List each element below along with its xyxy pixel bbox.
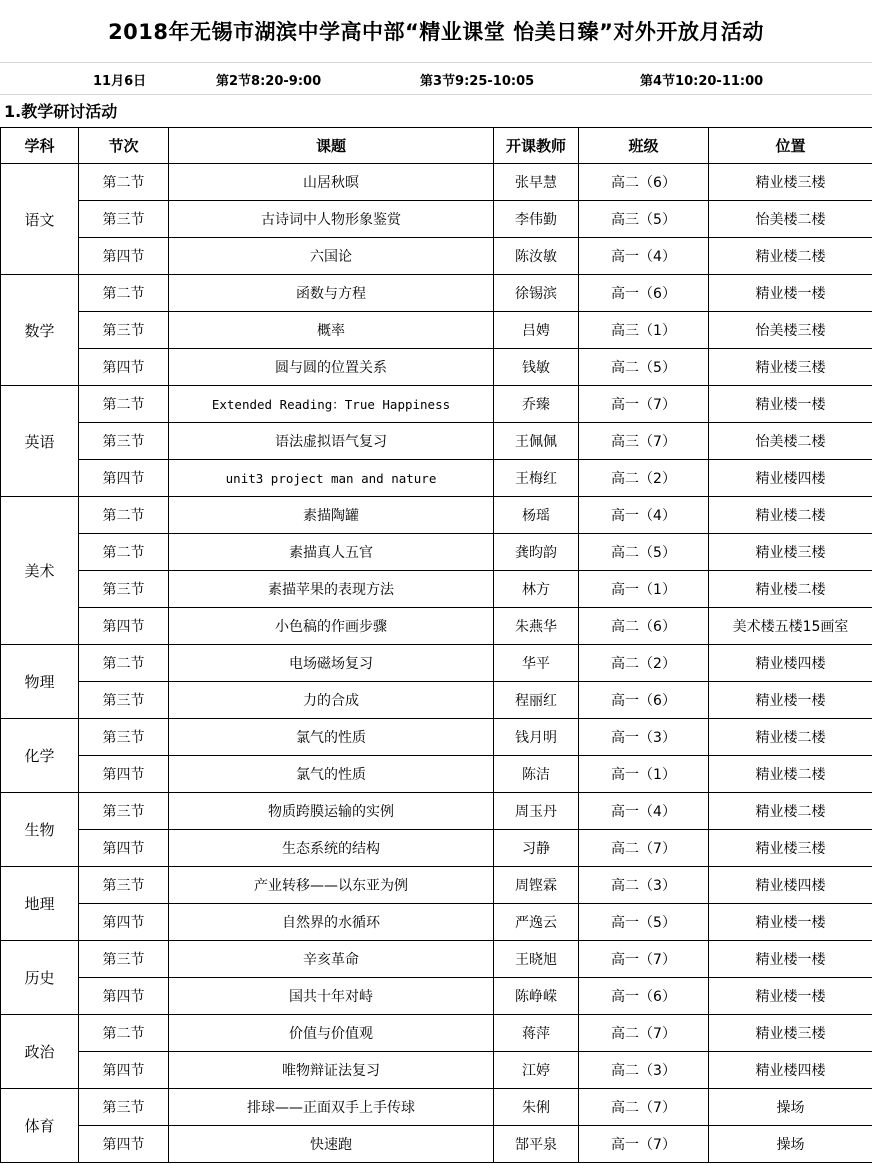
class-cell: 高二（6）: [579, 164, 709, 201]
location-cell: 怡美楼三楼: [709, 312, 872, 349]
class-cell: 高二（6）: [579, 608, 709, 645]
location-cell: 怡美楼二楼: [709, 423, 872, 460]
schedule-period-4: 第4节10:20-11:00: [640, 74, 764, 89]
header-location: 位置: [709, 128, 872, 164]
topic-cell: 辛亥革命: [169, 941, 494, 978]
period-cell: 第二节: [79, 275, 169, 312]
teacher-cell: 王梅红: [494, 460, 579, 497]
location-cell: 精业楼四楼: [709, 1052, 872, 1089]
period-cell: 第二节: [79, 1015, 169, 1052]
table-row: [1, 1089, 872, 1126]
subject-cell: 美术: [1, 497, 79, 645]
class-cell: 高一（1）: [579, 756, 709, 793]
teacher-cell: 周铿霖: [494, 867, 579, 904]
class-cell: 高一（7）: [579, 1126, 709, 1163]
schedule-bar: [0, 62, 872, 95]
period-cell: 第四节: [79, 756, 169, 793]
topic-cell: 古诗词中人物形象鉴赏: [169, 201, 494, 238]
location-cell: 精业楼一楼: [709, 941, 872, 978]
period-cell: 第三节: [79, 571, 169, 608]
class-cell: 高二（3）: [579, 867, 709, 904]
header-class: 班级: [579, 128, 709, 164]
class-cell: 高一（4）: [579, 793, 709, 830]
teacher-cell: 张早慧: [494, 164, 579, 201]
teacher-cell: 陈洁: [494, 756, 579, 793]
class-cell: 高一（7）: [579, 386, 709, 423]
header-teacher: 开课教师: [494, 128, 579, 164]
table-row: [1, 571, 872, 608]
class-cell: 高一（4）: [579, 497, 709, 534]
table-row: [1, 830, 872, 867]
teacher-cell: 朱燕华: [494, 608, 579, 645]
topic-cell: 素描真人五官: [169, 534, 494, 571]
teacher-cell: 吕娉: [494, 312, 579, 349]
teacher-cell: 王佩佩: [494, 423, 579, 460]
location-cell: 精业楼一楼: [709, 904, 872, 941]
header-topic: 课题: [169, 128, 494, 164]
activity-table: [0, 127, 872, 1163]
location-cell: 精业楼四楼: [709, 460, 872, 497]
period-cell: 第四节: [79, 608, 169, 645]
table-row: [1, 460, 872, 497]
class-cell: 高二（7）: [579, 830, 709, 867]
location-cell: 精业楼二楼: [709, 719, 872, 756]
table-row: [1, 312, 872, 349]
topic-cell: 物质跨膜运输的实例: [169, 793, 494, 830]
topic-cell: 概率: [169, 312, 494, 349]
location-cell: 精业楼二楼: [709, 793, 872, 830]
period-cell: 第四节: [79, 1126, 169, 1163]
table-row: [1, 201, 872, 238]
table-row: [1, 534, 872, 571]
class-cell: 高二（5）: [579, 534, 709, 571]
table-header-row: [1, 128, 872, 164]
table-row: [1, 608, 872, 645]
period-cell: 第三节: [79, 201, 169, 238]
table-row: [1, 682, 872, 719]
class-cell: 高一（5）: [579, 904, 709, 941]
table-row: [1, 645, 872, 682]
location-cell: 怡美楼二楼: [709, 201, 872, 238]
topic-cell: 生态系统的结构: [169, 830, 494, 867]
class-cell: 高一（1）: [579, 571, 709, 608]
class-cell: 高一（6）: [579, 978, 709, 1015]
topic-cell: 氯气的性质: [169, 719, 494, 756]
topic-cell: 山居秋暝: [169, 164, 494, 201]
topic-cell: 语法虚拟语气复习: [169, 423, 494, 460]
class-cell: 高一（7）: [579, 941, 709, 978]
teacher-cell: 江婷: [494, 1052, 579, 1089]
teacher-cell: 周玉丹: [494, 793, 579, 830]
period-cell: 第二节: [79, 164, 169, 201]
class-cell: 高二（2）: [579, 645, 709, 682]
teacher-cell: 陈汝敏: [494, 238, 579, 275]
topic-cell: 小色稿的作画步骤: [169, 608, 494, 645]
table-row: [1, 941, 872, 978]
table-row: [1, 1015, 872, 1052]
location-cell: 精业楼一楼: [709, 275, 872, 312]
class-cell: 高三（7）: [579, 423, 709, 460]
section-title: 1.教学研讨活动: [4, 102, 118, 121]
table-row: [1, 349, 872, 386]
period-cell: 第三节: [79, 941, 169, 978]
teacher-cell: 郜平泉: [494, 1126, 579, 1163]
subject-cell: 语文: [1, 164, 79, 275]
topic-cell: 电场磁场复习: [169, 645, 494, 682]
period-cell: 第二节: [79, 497, 169, 534]
period-cell: 第二节: [79, 534, 169, 571]
header-subject: 学科: [1, 128, 79, 164]
period-cell: 第四节: [79, 830, 169, 867]
class-cell: 高一（4）: [579, 238, 709, 275]
class-cell: 高三（1）: [579, 312, 709, 349]
teacher-cell: 钱月明: [494, 719, 579, 756]
teacher-cell: 龚昀韵: [494, 534, 579, 571]
teacher-cell: 王晓旭: [494, 941, 579, 978]
location-cell: 精业楼三楼: [709, 164, 872, 201]
header-period: 节次: [79, 128, 169, 164]
topic-cell: 函数与方程: [169, 275, 494, 312]
topic-cell: 六国论: [169, 238, 494, 275]
period-cell: 第四节: [79, 349, 169, 386]
subject-cell: 地理: [1, 867, 79, 941]
teacher-cell: 钱敏: [494, 349, 579, 386]
table-row: [1, 164, 872, 201]
topic-cell: 氯气的性质: [169, 756, 494, 793]
period-cell: 第三节: [79, 1089, 169, 1126]
topic-cell: 快速跑: [169, 1126, 494, 1163]
topic-cell: 素描苹果的表现方法: [169, 571, 494, 608]
location-cell: 精业楼四楼: [709, 645, 872, 682]
location-cell: 精业楼三楼: [709, 349, 872, 386]
table-row: [1, 1052, 872, 1089]
table-row: [1, 497, 872, 534]
table-row: [1, 756, 872, 793]
period-cell: 第三节: [79, 793, 169, 830]
location-cell: 精业楼二楼: [709, 238, 872, 275]
teacher-cell: 李伟勤: [494, 201, 579, 238]
table-row: [1, 793, 872, 830]
topic-cell: 唯物辩证法复习: [169, 1052, 494, 1089]
topic-cell: 自然界的水循环: [169, 904, 494, 941]
class-cell: 高二（3）: [579, 1052, 709, 1089]
table-row: [1, 238, 872, 275]
class-cell: 高一（3）: [579, 719, 709, 756]
table-row: [1, 1126, 872, 1163]
location-cell: 精业楼三楼: [709, 534, 872, 571]
topic-cell: 价值与价值观: [169, 1015, 494, 1052]
period-cell: 第二节: [79, 386, 169, 423]
schedule-period-2: 第2节8:20-9:00: [216, 74, 322, 89]
table-row: [1, 386, 872, 423]
subject-cell: 物理: [1, 645, 79, 719]
subject-cell: 数学: [1, 275, 79, 386]
class-cell: 高二（7）: [579, 1089, 709, 1126]
period-cell: 第三节: [79, 719, 169, 756]
teacher-cell: 乔臻: [494, 386, 579, 423]
topic-cell: 力的合成: [169, 682, 494, 719]
location-cell: 精业楼四楼: [709, 867, 872, 904]
teacher-cell: 程丽红: [494, 682, 579, 719]
teacher-cell: 习静: [494, 830, 579, 867]
topic-cell: 圆与圆的位置关系: [169, 349, 494, 386]
subject-cell: 化学: [1, 719, 79, 793]
location-cell: 精业楼一楼: [709, 386, 872, 423]
class-cell: 高一（6）: [579, 275, 709, 312]
teacher-cell: 徐锡滨: [494, 275, 579, 312]
location-cell: 精业楼二楼: [709, 497, 872, 534]
location-cell: 操场: [709, 1089, 872, 1126]
class-cell: 高一（6）: [579, 682, 709, 719]
location-cell: 精业楼三楼: [709, 830, 872, 867]
subject-cell: 历史: [1, 941, 79, 1015]
location-cell: 美术楼五楼15画室: [709, 608, 872, 645]
period-cell: 第四节: [79, 978, 169, 1015]
period-cell: 第三节: [79, 312, 169, 349]
table-row: [1, 904, 872, 941]
class-cell: 高三（5）: [579, 201, 709, 238]
location-cell: 精业楼二楼: [709, 756, 872, 793]
location-cell: 操场: [709, 1126, 872, 1163]
topic-cell: 排球——正面双手上手传球: [169, 1089, 494, 1126]
teacher-cell: 严逸云: [494, 904, 579, 941]
table-row: [1, 423, 872, 460]
teacher-cell: 朱俐: [494, 1089, 579, 1126]
subject-cell: 生物: [1, 793, 79, 867]
teacher-cell: 林方: [494, 571, 579, 608]
period-cell: 第四节: [79, 1052, 169, 1089]
teacher-cell: 华平: [494, 645, 579, 682]
period-cell: 第三节: [79, 867, 169, 904]
teacher-cell: 蒋萍: [494, 1015, 579, 1052]
schedule-period-3: 第3节9:25-10:05: [420, 74, 535, 89]
topic-cell: unit3 project man and nature: [169, 460, 494, 497]
location-cell: 精业楼三楼: [709, 1015, 872, 1052]
topic-cell: 素描陶罐: [169, 497, 494, 534]
location-cell: 精业楼一楼: [709, 978, 872, 1015]
table-row: [1, 275, 872, 312]
topic-cell: 产业转移——以东亚为例: [169, 867, 494, 904]
period-cell: 第四节: [79, 904, 169, 941]
class-cell: 高二（2）: [579, 460, 709, 497]
period-cell: 第二节: [79, 645, 169, 682]
table-body: [1, 164, 872, 1163]
class-cell: 高二（7）: [579, 1015, 709, 1052]
period-cell: 第三节: [79, 682, 169, 719]
location-cell: 精业楼二楼: [709, 571, 872, 608]
teacher-cell: 杨瑶: [494, 497, 579, 534]
schedule-date: 11月6日: [93, 74, 147, 89]
period-cell: 第三节: [79, 423, 169, 460]
subject-cell: 政治: [1, 1015, 79, 1089]
class-cell: 高二（5）: [579, 349, 709, 386]
location-cell: 精业楼一楼: [709, 682, 872, 719]
table-row: [1, 867, 872, 904]
period-cell: 第四节: [79, 238, 169, 275]
page-title: 2018年无锡市湖滨中学高中部“精业课堂 怡美日臻”对外开放月活动: [0, 0, 872, 63]
subject-cell: 体育: [1, 1089, 79, 1163]
table-row: [1, 719, 872, 756]
teacher-cell: 陈峥嵘: [494, 978, 579, 1015]
topic-cell: 国共十年对峙: [169, 978, 494, 1015]
period-cell: 第四节: [79, 460, 169, 497]
topic-cell: Extended Reading：True Happiness: [169, 386, 494, 423]
subject-cell: 英语: [1, 386, 79, 497]
table-row: [1, 978, 872, 1015]
